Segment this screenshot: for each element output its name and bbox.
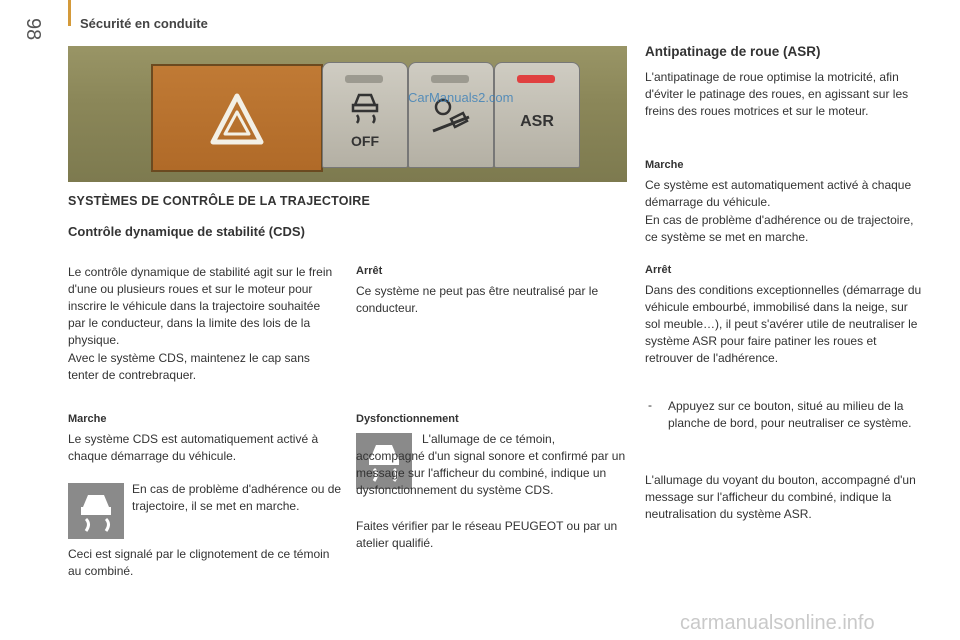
asr-intro: L'antipatinage de roue optimise la motricité, afin d'éviter le patinage des roues, en agissant sur les freins des roues motrices et sur le moteur. xyxy=(645,70,909,118)
asr-marche-text1: Ce système est automatiquement activé à chaque démarrage du véhicule. xyxy=(645,178,912,209)
cds-off-button xyxy=(322,62,408,168)
page-title: SYSTÈMES DE CONTRÔLE DE LA TRAJECTOIRE xyxy=(68,194,371,208)
cds-warning-lamp xyxy=(68,483,124,539)
hazard-triangle-icon xyxy=(153,66,321,170)
section-header: Sécurité en conduite xyxy=(80,16,208,31)
dashboard-buttons-photo xyxy=(68,46,627,182)
asr-final-text: L'allumage du voyant du bouton, accompagné d'un message sur l'afficheur du combiné, indique la neutralisation du système ASR. xyxy=(645,473,916,521)
cds-arret-text: Ce système ne peut pas être neutralisé par le conducteur. xyxy=(356,284,599,315)
cds-marche-heading: Marche xyxy=(68,413,107,425)
asr-button xyxy=(494,62,580,168)
asr-label: ASR xyxy=(520,113,554,130)
page-number: 98 xyxy=(22,18,44,41)
cds-marche-text: Le système CDS est automatiquement activé à chaque démarrage du véhicule. xyxy=(68,432,319,463)
skid-warning-icon xyxy=(68,483,124,539)
off-label: OFF xyxy=(351,133,379,149)
hill-assist-button xyxy=(408,62,494,168)
bullet-dash: - xyxy=(648,398,652,412)
cds-dysf-text: L'allumage de ce témoin, accompagné d'un signal sonore et confirmé par un message sur l'afficheur du combiné, indique un dysfonctionnement du système CDS. xyxy=(356,432,626,497)
cds-arret-heading: Arrêt xyxy=(356,265,383,277)
asr-arret-text: Dans des conditions exceptionnelles (démarrage du véhicule embourbé, immobilisé dans la neige, sur sol meuble…), il peut s'avérer utile de neutraliser le système ASR pour faire patiner les roues et retrouver de l'adhérence. xyxy=(645,283,922,365)
cds-heading: Contrôle dynamique de stabilité (CDS) xyxy=(68,224,305,239)
asr-marche-heading: Marche xyxy=(645,159,684,171)
skid-car-icon xyxy=(349,91,383,127)
cds-intro: Le contrôle dynamique de stabilité agit sur le frein d'une ou plusieurs roues et sur le moteur pour inscrire le véhicule dans la trajectoire souhaitée par le conducteur, dans la limite des lois de la physique. xyxy=(68,265,333,347)
cds-advice: Avec le système CDS, maintenez le cap sans tenter de contrebraquer. xyxy=(68,351,310,382)
cds-dysf-heading: Dysfonctionnement xyxy=(356,413,459,425)
photo-watermark: CarManuals2.com xyxy=(408,90,514,105)
cds-marche-icon-text: En cas de problème d'adhérence ou de trajectoire, il se met en marche. xyxy=(132,482,342,513)
hazard-button xyxy=(151,64,323,172)
section-accent-bar xyxy=(68,0,71,26)
asr-arret-heading: Arrêt xyxy=(645,264,672,276)
cds-dysf-advice: Faites vérifier par le réseau PEUGEOT ou par un atelier qualifié. xyxy=(356,519,618,550)
asr-heading: Antipatinage de roue (ASR) xyxy=(645,44,821,59)
asr-bullet-text: Appuyez sur ce bouton, situé au milieu de la planche de bord, pour neutraliser ce système. xyxy=(668,399,912,430)
footer-watermark: carmanualsonline.info xyxy=(680,612,875,634)
asr-marche-text2: En cas de problème d'adhérence ou de trajectoire, ce système se met en marche. xyxy=(645,213,914,244)
cds-marche-signal: Ceci est signalé par le clignotement de ce témoin au combiné. xyxy=(68,547,330,578)
